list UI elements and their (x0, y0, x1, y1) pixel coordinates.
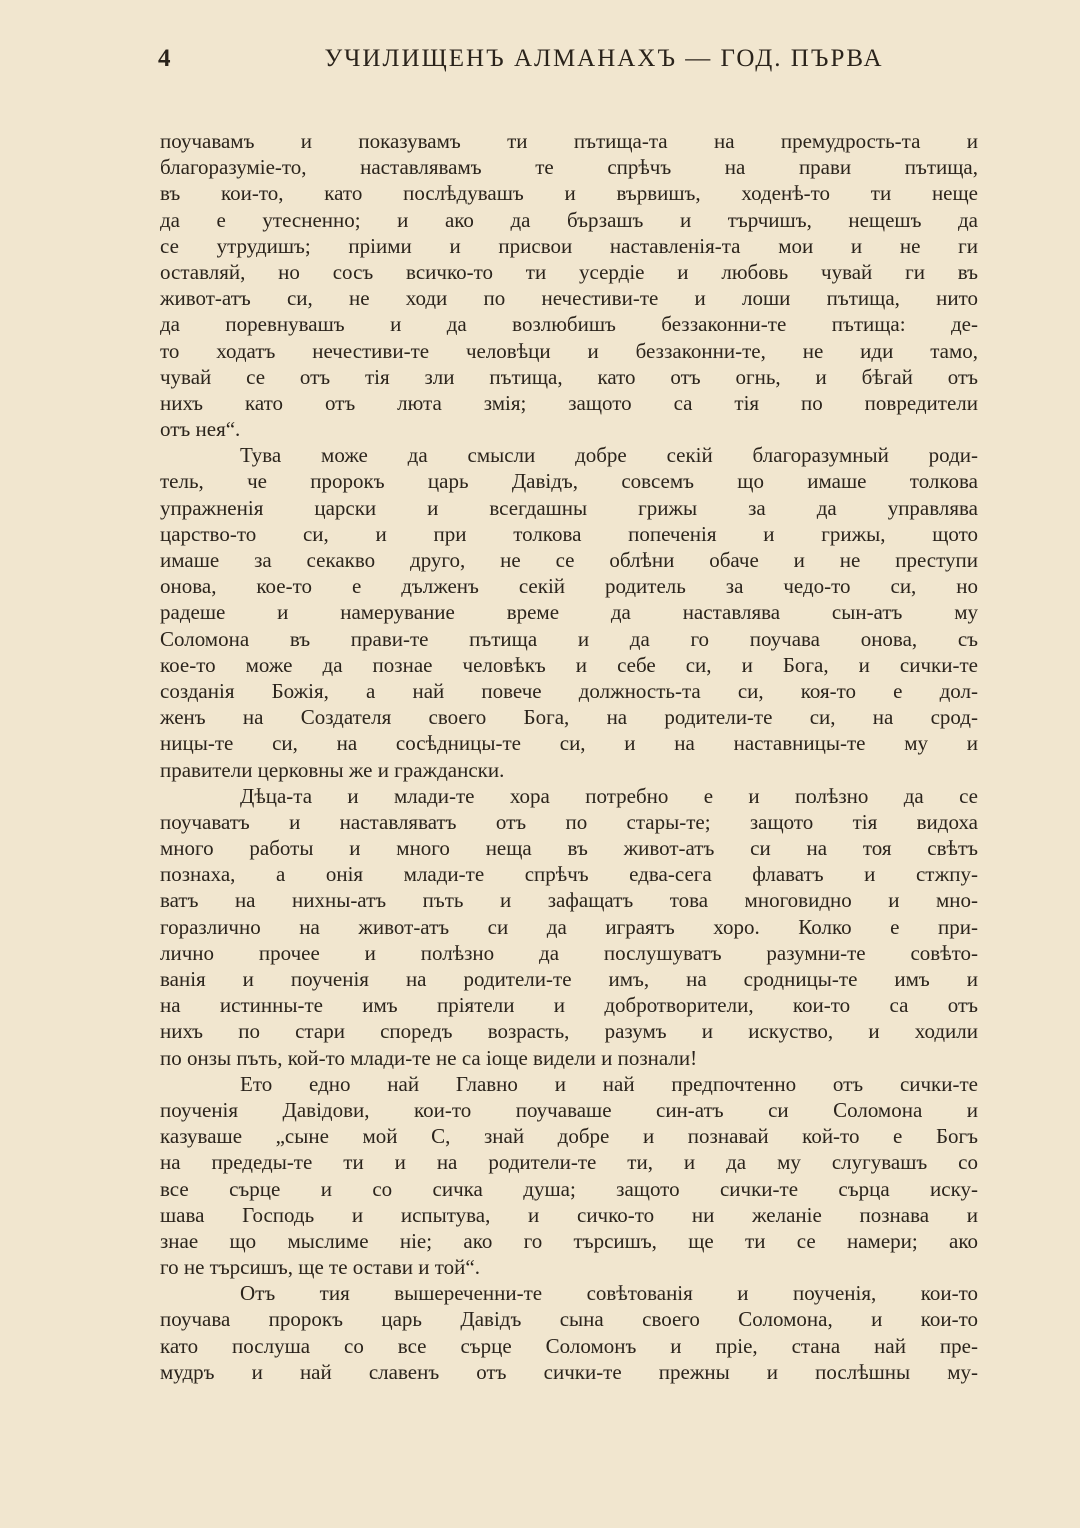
text-line: упражненія царски и всегдашны грижы за да управлява (160, 495, 978, 520)
text-line: нихъ по стари спорeдъ возрасть, разумъ и искуство, и ходили (160, 1019, 978, 1044)
text-line: нихъ като отъ люта змія; защото са тія по повредители (160, 390, 978, 415)
text-line: тель, че пророкъ царь Давідъ, совсемъ що имаше толкова (160, 469, 978, 494)
text-line: поученія Давідови, кои-то поучаваше син-атъ си Соломона и (160, 1097, 978, 1122)
text-line: радеше и намерувание време да наставлява сын-атъ му (160, 600, 978, 625)
text-line: да поревнувашъ и да возлюбишъ беззаконни-те пътища: де- (160, 312, 978, 337)
text-line: ванія и поученія на родители-те имъ, на сродницы-те имъ и (160, 967, 978, 991)
text-line: знае що мыслиме ніе; ако го търсишъ, ще ти се намери; ако (160, 1228, 978, 1253)
text-line: ватъ на нихны-атъ пъть и зафащатъ това многовидно и мно- (160, 888, 978, 913)
text-line: кое-то може да познае человѣкъ и себе си, и Бога, и сички-те (160, 652, 978, 677)
text-line: познаха, а онія млади-те спрѣчъ едва-сега флаватъ и стжпу- (160, 862, 978, 887)
text-line: Тува може да смысли добре секій благоразумный роди- (240, 443, 978, 468)
text-line: на предеды-те ти и на родители-те ти, и да му слугувашъ со (160, 1150, 978, 1175)
text-line: Ето едно най Главно и най предпочтенно отъ сички-те (240, 1071, 978, 1096)
text-line: царство-то си, и при толкова попеченія и грижы, щото (160, 521, 978, 546)
text-line: все сърце и со сичка душа; защото сички-те сърца иску- (160, 1176, 978, 1201)
text-line: го не търсишъ, ще те остави и той“. (160, 1255, 480, 1280)
text-line: Отъ тия вышереченни-те совѣтованія и поученія, кои-то (240, 1281, 978, 1306)
text-line: поучавамъ и показувамъ ти пътища-та на премудрость-та и (160, 129, 978, 153)
text-line: казуваше „сыне мой С, знай добре и познавай кой-то е Богъ (160, 1124, 978, 1149)
text-line: по онзы пъть, кой-то млади-те не са іоще видели и познали! (160, 1045, 698, 1070)
text-line: на истинны-те имъ пріятели и добротворители, кои-то са отъ (160, 993, 978, 1018)
text-line: созданія Божія, а най повече должность-та си, коя-то е дол- (160, 678, 978, 703)
text-line: ницы-те си, на сосѣдницы-те си, и на наставницы-те му и (160, 731, 978, 756)
text-line: женъ на Создателя своего Бога, на родители-те си, на срод- (160, 705, 978, 730)
text-line: като послуша со все сърце Соломонъ и пріе, стана най пре- (160, 1333, 978, 1358)
text-line: Соломона въ прави-те пътища и да го поучава онова, съ (160, 626, 978, 651)
text-line: поучава пророкъ царь Давідъ сына своего Соломона, и кои-то (160, 1307, 978, 1332)
text-line: шава Господь и испытува, и сичко-то ни желаніе познава и (160, 1202, 978, 1227)
text-line: лично прочее и полѣзно да послушуватъ разумни-те совѣто- (160, 940, 978, 965)
text-line: правители церковны же и граждански. (160, 757, 505, 782)
text-line: се утрудишъ; пріими и присвои наставленія-та мои и не ги (160, 233, 978, 258)
text-line: Дѣца-та и млади-те хора потребно е и полѣзно да се (240, 783, 978, 808)
running-title: УЧИЛИЩЕНЪ АЛМАНАХЪ — ГОД. ПЪРВА (324, 45, 884, 72)
text-line: мудръ и най славенъ отъ сички-те прежны и послѣшны му- (160, 1359, 978, 1384)
text-line: да е утесненно; и ако да бързашъ и търчишъ, нещешъ да (160, 207, 978, 232)
text-line: живот-атъ си, не ходи по нечестиви-те и лоши пътища, нито (160, 286, 978, 311)
text-line: оставляй, но сосъ всичко-то ти усердіе и любовь чувай ги въ (160, 259, 978, 284)
body-text (160, 128, 978, 1385)
page-number: 4 (158, 45, 173, 72)
page-header (158, 40, 980, 78)
text-line: горазлично на живот-атъ си да играятъ хоро. Колко е при- (160, 914, 978, 939)
text-line: много работы и много неща въ живот-атъ си на тоя свѣтъ (160, 836, 978, 861)
text-line: имаше за секакво друго, не се облѣни обаче и не преступи (160, 548, 978, 572)
text-line: отъ нея“. (160, 417, 241, 442)
text-line: то ходатъ нечестиви-те человѣци и беззаконни-те, не иди тамо, (160, 338, 978, 363)
text-line: благоразуміе-то, наставлявамъ те спрѣчъ на прави пътища, (160, 155, 978, 180)
text-line: чувай се отъ тія зли пътища, като отъ огнь, и бѣгай отъ (160, 364, 978, 389)
text-line: въ кои-то, като послѣдувашъ и вървишъ, ходенѣ-то ти неще (160, 181, 978, 206)
text-line: онова, кое-то е дълженъ секій родитель за чедо-то си, но (160, 574, 978, 599)
text-line: поучаватъ и наставляватъ отъ по стары-те; защото тія видоха (160, 809, 978, 834)
